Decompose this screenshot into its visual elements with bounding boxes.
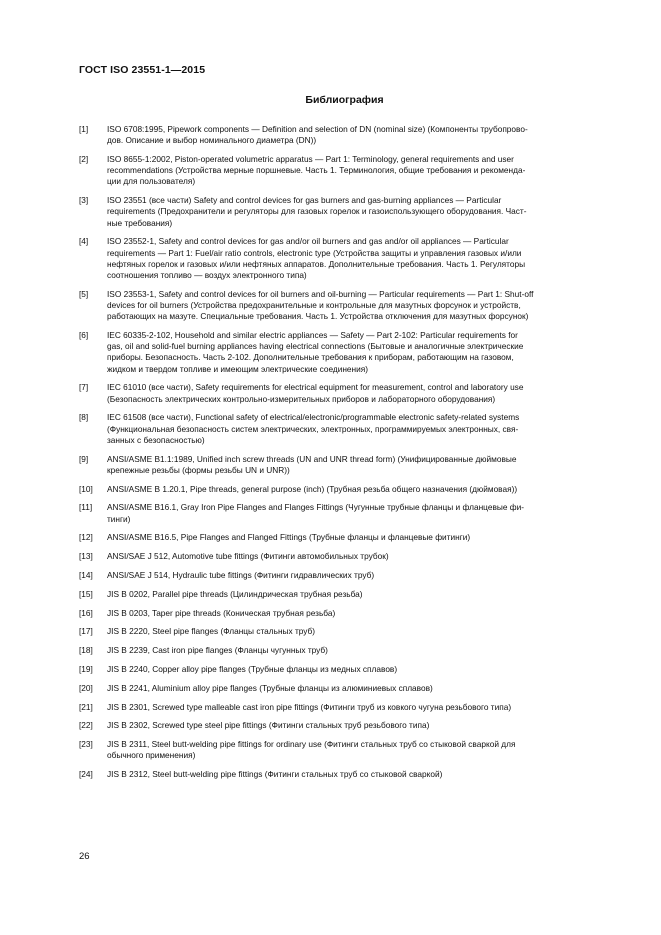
entry-number: [12] [79,532,93,543]
entry-number: [7] [79,382,89,393]
entry-number: [8] [79,412,89,423]
entry-text: ISO 6708:1995, Pipework components — Definition and selection of DN (nominal size) (Компоненты трубопрово- дов. Описание и выбор номинального диаметра (DN)) [107,124,528,146]
entry-text: JIS B 2302, Screwed type steel pipe fittings (Фитинги стальных труб резьбового типа) [107,720,430,731]
entry-number: [10] [79,483,93,494]
entry-text: JIS B 0202, Parallel pipe threads (Цилиндрическая трубная резьба) [107,588,363,599]
bibliography-entry [79,551,587,562]
entry-number: [24] [79,769,93,780]
bibliography-entry [79,412,587,446]
entry-text: JIS B 2311, Steel butt-welding pipe fittings for ordinary use (Фитинги стальных труб со стыковой сваркой для обычного применения) [107,739,516,761]
entry-text: JIS B 2220, Steel pipe flanges (Фланцы стальных труб) [107,626,316,637]
document-code-header: ГОСТ ISO 23551-1—2015 [79,64,206,76]
bibliography-entry [79,608,587,619]
entry-text: ISO 23552-1, Safety and control devices for gas and/or oil burners and gas and/or oil appliances — Particular requirements — Part 1: Fuel/air ratio controls, electronic type (Устройства защиты и управления газовых и/или нефтяных горелок и газовых и/или нефтяных аппаратов. Дополнительные требования. Часть 1. Регуляторы соотношения топливо — воздух электронного типа) [107,236,526,281]
entry-number: [23] [79,739,93,750]
bibliography-entry [79,484,587,495]
entry-text: JIS B 2312, Steel butt-welding pipe fittings (Фитинги стальных труб со стыковой сваркой) [107,769,443,780]
entry-text: ISO 23553-1, Safety and control devices for oil burners and oil-burning — Particular requirements — Part 1: Shut-off devices for oil burners (Устройства предохранительные и контрольные для мазутных форсунок и устройств, работающих на мазуте. Специальные требования. Часть 1. Устройства отключения для мазутных форсунок) [107,288,534,322]
bibliography-entry [79,645,587,656]
entry-text: ANSI/SAE J 514, Hydraulic tube fittings (Фитинги гидравлических труб) [107,570,375,581]
entry-text: ISO 23551 (все части) Safety and control devices for gas burners and gas-burning appliances — Particular requirements (Предохранители и регуляторы для газовых горелок и газоиспользующего оборудования. Част- ные требования) [107,195,527,228]
entry-number: [13] [79,551,93,562]
entry-text: JIS B 2241, Aluminium alloy pipe flanges (Трубные фланцы из алюминиевых сплавов) [107,682,433,693]
entry-number: [14] [79,570,93,581]
page-number: 26 [79,851,90,862]
entry-number: [3] [79,195,89,206]
entry-text: IEC 61508 (все части), Functional safety of electrical/electronic/programmable electronic safety-related systems (Функциональная безопасность систем электрических, электронных, программируемых электронных, свя- занных с безопасностью) [107,412,520,445]
bibliography-entry [79,739,587,761]
entry-text: JIS B 2240, Copper alloy pipe flanges (Трубные фланцы из медных сплавов) [107,664,398,674]
entry-text: JIS B 2239, Cast iron pipe flanges (Фланцы чугунных труб) [107,645,328,656]
bibliography-entry [79,289,587,323]
bibliography-entry [79,330,587,375]
bibliography-list [79,124,587,788]
bibliography-entry [79,195,587,229]
bibliography-entry [79,769,587,780]
entry-text: ANSI/ASME B16.1, Gray Iron Pipe Flanges and Flanges Fittings (Чугунные трубные фланцы и фланцевые фи- тинги) [107,502,524,524]
bibliography-entry [79,502,587,524]
entry-number: [20] [79,682,93,693]
entry-text: JIS B 2301, Screwed type malleable cast iron pipe fittings (Фитинги труб из ковкого чугуна резьбового типа) [107,701,512,712]
entry-number: [17] [79,626,93,637]
entry-number: [5] [79,288,89,299]
entry-number: [15] [79,588,93,599]
entry-number: [19] [79,664,93,674]
bibliography-entry [79,664,587,675]
bibliography-entry [79,532,587,543]
bibliography-entry [79,720,587,731]
entry-text: ANSI/ASME B1.1:1989, Unified inch screw threads (UN and UNR thread form) (Унифицированные дюймовые крепежные резьбы (формы резьбы UN и UNR)) [107,453,517,475]
bibliography-entry [79,702,587,713]
entry-number: [9] [79,453,89,464]
entry-text: IEC 60335-2-102, Household and similar electric appliances — Safety — Part 2-102: Particular requirements for gas, oil and solid-fuel burning appliances having electrical connections (Бытовые и аналогичные электрические приборы. Безопасность. Часть 2-102. Дополнительные требования к приборам, работающим на газовом, жидком и твердом топливе и имеющим электрические соединения) [107,330,524,374]
entry-text: IEC 61010 (все части), Safety requirements for electrical equipment for measurement, control and laboratory use (Безопасность электрических контрольно-измерительных приборов и лабораторного оборудования) [107,382,524,404]
entry-text: ANSI/ASME B 1.20.1, Pipe threads, general purpose (inch) (Трубная резьба общего назначения (дюймовая)) [107,483,518,494]
bibliography-entry [79,382,587,404]
entry-number: [2] [79,154,89,164]
bibliography-entry [79,626,587,637]
entry-text: JIS B 0203, Taper pipe threads (Коническая трубная резьба) [107,607,336,618]
entry-text: ANSI/SAE J 512, Automotive tube fittings (Фитинги автомобильных трубок) [107,551,389,562]
bibliography-entry [79,454,587,476]
bibliography-entry [79,683,587,694]
entry-number: [18] [79,645,93,656]
entry-number: [6] [79,330,89,341]
bibliography-entry [79,154,587,188]
entry-number: [11] [79,502,93,513]
bibliography-entry [79,124,587,146]
entry-number: [21] [79,701,93,712]
entry-number: [4] [79,236,89,247]
bibliography-entry [79,570,587,581]
section-title: Библиография [305,94,384,106]
entry-number: [1] [79,124,89,134]
bibliography-entry [79,589,587,600]
entry-number: [22] [79,720,93,731]
bibliography-entry [79,236,587,281]
entry-number: [16] [79,607,93,618]
entry-text: ANSI/ASME B16.5, Pipe Flanges and Flanged Fittings (Трубные фланцы и фланцевые фитинги) [107,532,471,543]
entry-text: ISO 8655-1:2002, Piston-operated volumetric apparatus — Part 1: Terminology, general requirements and user recommendations (Устройства мерные поршневые. Часть 1. Терминология, общие требования и рекоменда- ции для пользователя) [107,154,526,187]
